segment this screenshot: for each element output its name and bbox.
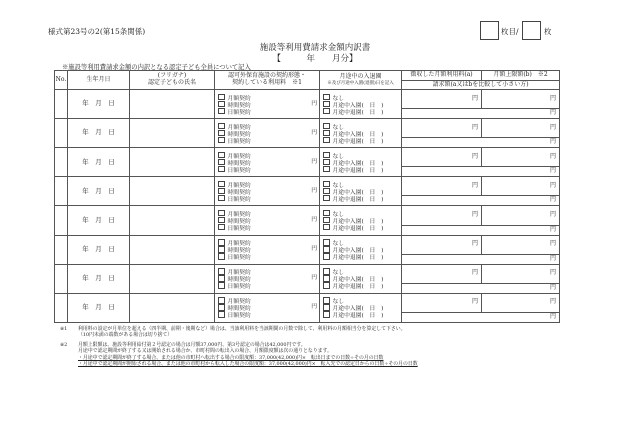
midmonth-withdraw-label: 月途中退園( 日 ) [332,109,384,116]
header-child-name [130,71,215,90]
checkbox-icon[interactable] [323,275,330,282]
header-midmonth-line2: ※及び月途中入園(退園)日を記入 [327,80,394,86]
footnote-2-mark: ※2 [60,341,68,348]
contract-monthly-label: 月額契約 [227,241,251,248]
row-7-midmonth [320,264,402,293]
checkbox-icon[interactable] [323,108,330,115]
footnote-1-mark: ※1 [60,326,68,332]
checkbox-icon[interactable] [218,195,225,202]
checkbox-icon[interactable] [218,94,225,101]
contract-daily-label: 日額契約 [227,138,251,145]
row-4-contract [215,177,320,206]
contract-yen: 円 [311,187,317,194]
row-3-paid-fee[interactable]: 円 [402,148,482,167]
checkbox-icon[interactable] [323,311,330,318]
row-7-dob[interactable]: 年 月 日 [68,264,130,293]
contract-hourly-label: 時間契約 [227,218,251,225]
row-6-contract [215,235,320,264]
row-4-no [55,177,68,206]
row-8-ceiling[interactable]: 円 [482,293,560,312]
midmonth-withdraw-label: 月途中退園( 日 ) [332,167,384,174]
header-ceiling: 月額上限額(b) ※2 [482,71,560,81]
row-1-contract-monthly[interactable] [215,94,319,101]
row-5-contract-monthly[interactable] [215,210,319,217]
contract-daily-label: 日額契約 [227,225,251,232]
row-2-midmonth [320,119,402,148]
row-5-dob[interactable]: 年 月 日 [68,206,130,235]
checkbox-icon[interactable] [323,268,330,275]
row-2-midmonth-withdraw[interactable] [320,137,401,144]
row-8-paid-fee[interactable]: 円 [402,293,482,312]
row-1-child-name[interactable] [130,90,215,119]
midmonth-enroll-label: 月途中入園( 日 ) [332,160,384,167]
footnote-2-line-1: 月額上限額は、施設等利用給付第２号認定の場合は月額37,000円、第3号認定の場合は42,000円です。 [78,341,306,348]
row-5-paid-fee[interactable]: 円 [402,206,482,225]
form-number: 様式第23号の2(第15条関係) [48,27,146,36]
row-1-contract [215,90,320,119]
midmonth-enroll-label: 月途中入園( 日 ) [332,131,384,138]
row-1-midmonth-withdraw[interactable] [320,108,401,115]
row-6-midmonth-withdraw[interactable] [320,253,401,260]
midmonth-withdraw-label: 月途中退園( 日 ) [332,138,384,145]
row-1-midmonth-enroll[interactable] [320,101,401,108]
row-7-contract [215,264,320,293]
row-2-paid-fee[interactable]: 円 [402,119,482,138]
row-5-child-name[interactable] [130,206,215,235]
row-1-midmonth [320,90,402,119]
row-4-midmonth [320,177,402,206]
checkbox-icon[interactable] [218,159,225,166]
checkbox-icon[interactable] [323,101,330,108]
checkbox-icon[interactable] [218,188,225,195]
row-6-child-name[interactable] [130,235,215,264]
row-3-midmonth [320,148,402,177]
sheet-label: 枚目/ [501,27,519,36]
checkbox-icon[interactable] [218,253,225,260]
checkbox-icon[interactable] [218,275,225,282]
row-3-midmonth-enroll[interactable] [320,159,401,166]
contract-monthly-label: 月額契約 [227,299,251,306]
row-8-contract [215,293,320,322]
row-8-midmonth [320,293,402,322]
contract-yen: 円 [311,158,317,165]
contract-daily-label: 日額契約 [227,284,251,291]
row-3-contract-hourly[interactable] [215,159,319,166]
checkbox-icon[interactable] [323,94,330,101]
contract-hourly-label: 時間契約 [227,189,251,196]
checkbox-icon[interactable] [218,181,225,188]
midmonth-enroll-label: 月途中入園( 日 ) [332,306,384,313]
row-5-claim[interactable]: 円 [402,225,560,235]
contract-monthly-label: 月額契約 [227,153,251,160]
row-7-paid-fee[interactable]: 円 [402,264,482,283]
row-6-midmonth-enroll[interactable] [320,246,401,253]
table-row [55,119,560,138]
row-8-dob[interactable]: 年 月 日 [68,293,130,322]
row-3-dob[interactable]: 年 月 日 [68,148,130,177]
table-row [55,177,560,196]
contract-yen: 円 [311,246,317,253]
contract-hourly-label: 時間契約 [227,131,251,138]
header-contract-line2: 契約している利用料 ※1 [232,79,302,87]
midmonth-enroll-label: 月途中入園( 日 ) [332,102,384,109]
checkbox-icon[interactable] [323,246,330,253]
row-4-dob[interactable]: 年 月 日 [68,177,130,206]
row-1-contract-daily[interactable] [215,108,319,115]
row-5-contract [215,206,320,235]
checkbox-icon[interactable] [218,304,225,311]
sheet-counter [480,21,574,39]
contract-yen: 円 [311,275,317,282]
row-7-child-name[interactable] [130,264,215,293]
footnote-2-line-4-wrap [60,361,590,367]
claim-breakdown-table [54,70,560,323]
sheet-total-label: 枚 [544,27,552,36]
contract-daily-label: 日額契約 [227,109,251,116]
contract-yen: 円 [311,100,317,107]
checkbox-icon[interactable] [218,137,225,144]
row-7-contract-hourly[interactable] [215,275,319,282]
checkbox-icon[interactable] [218,297,225,304]
row-3-midmonth-none[interactable] [320,152,401,159]
row-4-claim[interactable]: 円 [402,196,560,206]
midmonth-enroll-label: 月途中入園( 日 ) [332,248,384,255]
row-6-paid-fee[interactable]: 円 [402,235,482,254]
midmonth-none-label: なし [332,241,345,248]
row-2-no [55,119,68,148]
row-4-ceiling[interactable]: 円 [482,177,560,196]
table-row [55,235,560,254]
checkbox-icon[interactable] [218,152,225,159]
row-3-no [55,148,68,177]
row-4-child-name[interactable] [130,177,215,206]
row-6-midmonth-none[interactable] [320,239,401,246]
contract-monthly-label: 月額契約 [227,95,251,102]
header-name: 認定子どもの氏名 [147,79,196,87]
checkbox-icon[interactable] [323,239,330,246]
contract-daily-label: 日額契約 [227,313,251,320]
row-2-contract-monthly[interactable] [215,123,319,130]
row-8-midmonth-none[interactable] [320,297,401,304]
contract-yen: 円 [311,216,317,223]
row-8-child-name[interactable] [130,293,215,322]
footnote-1-cont [60,332,590,338]
row-1-paid-fee[interactable]: 円 [402,90,482,109]
row-2-midmonth-none[interactable] [320,123,401,130]
row-7-midmonth-none[interactable] [320,268,401,275]
row-3-midmonth-withdraw[interactable] [320,166,401,173]
midmonth-withdraw-label: 月途中退園( 日 ) [332,255,384,262]
footnote-2-line-3: ・月途中で認定期間が終了する場合、または他の市町村へ転出する場合の限度額：37,000(42,000)円× 転出日までの日数÷その月の日数 [78,354,384,361]
checkbox-icon[interactable] [218,101,225,108]
checkbox-icon[interactable] [323,188,330,195]
checkbox-icon[interactable] [218,282,225,289]
row-7-claim[interactable]: 円 [402,283,560,293]
checkbox-icon[interactable] [323,181,330,188]
table-body [55,90,560,323]
row-8-contract-monthly[interactable] [215,297,319,304]
checkbox-icon[interactable] [218,210,225,217]
row-2-contract-daily[interactable] [215,137,319,144]
contract-daily-label: 日額契約 [227,167,251,174]
checkbox-icon[interactable] [218,123,225,130]
contract-daily-label: 日額契約 [227,196,251,203]
checkbox-icon[interactable] [323,137,330,144]
row-8-claim[interactable]: 円 [402,312,560,322]
row-5-midmonth [320,206,402,235]
row-7-ceiling[interactable]: 円 [482,264,560,283]
row-2-midmonth-enroll[interactable] [320,130,401,137]
midmonth-none-label: なし [332,299,345,306]
row-6-contract-hourly[interactable] [215,246,319,253]
row-2-contract [215,119,320,148]
midmonth-none-label: なし [332,124,345,131]
contract-hourly-label: 時間契約 [227,160,251,167]
checkbox-icon[interactable] [218,268,225,275]
checkbox-icon[interactable] [323,304,330,311]
contract-monthly-label: 月額契約 [227,124,251,131]
checkbox-icon[interactable] [323,166,330,173]
row-3-claim[interactable]: 円 [402,167,560,177]
header-midmonth [320,71,402,90]
contract-yen: 円 [311,304,317,311]
row-7-contract-daily[interactable] [215,282,319,289]
row-4-paid-fee[interactable]: 円 [402,177,482,196]
row-7-no [55,264,68,293]
row-6-no [55,235,68,264]
checkbox-icon[interactable] [218,224,225,231]
row-3-child-name[interactable] [130,148,215,177]
document-title: 施設等利用費請求金額内訳書 [259,43,371,53]
row-1-claim[interactable]: 円 [402,109,560,119]
table-row [55,90,560,109]
checkbox-icon[interactable] [323,130,330,137]
row-6-claim[interactable]: 円 [402,254,560,264]
checkbox-icon[interactable] [218,311,225,318]
header-contract [215,71,320,90]
table-row [55,206,560,225]
table-note: ※施設等利用費請求金額の内訳となる認定子ども全員について記入 [62,64,251,71]
row-8-no [55,293,68,322]
row-5-midmonth-none[interactable] [320,210,401,217]
row-1-no [55,90,68,119]
table-row [55,293,560,312]
sheet-number-box[interactable] [480,21,499,40]
row-6-dob[interactable]: 年 月 日 [68,235,130,264]
midmonth-withdraw-label: 月途中退園( 日 ) [332,313,384,320]
row-4-contract-monthly[interactable] [215,181,319,188]
row-1-dob[interactable]: 年 月 日 [68,90,130,119]
checkbox-icon[interactable] [323,224,330,231]
checkbox-icon[interactable] [218,239,225,246]
header-paid-fee: 徴収した月額利用料(a) [402,71,482,81]
row-7-contract-monthly[interactable] [215,268,319,275]
row-5-no [55,206,68,235]
row-4-midmonth-enroll[interactable] [320,188,401,195]
checkbox-icon[interactable] [323,123,330,130]
table-row [55,264,560,283]
header-dob: 生年月日 [68,71,130,90]
row-6-midmonth [320,235,402,264]
header-midmonth-line1: 月途中の入退園 [339,73,382,80]
footnote-2-line-4: ・月途中で認定期間が開始される場合、または他の市町村から転入した場合の限度額：37,000(42,000)円× 転入先での認定日からの日数÷その月の日数 [78,361,418,368]
table-row [55,148,560,167]
row-8-contract-hourly[interactable] [215,304,319,311]
checkbox-icon[interactable] [218,130,225,137]
row-8-midmonth-withdraw[interactable] [320,311,401,318]
midmonth-enroll-label: 月途中入園( 日 ) [332,277,384,284]
row-4-contract-daily[interactable] [215,195,319,202]
row-8-midmonth-enroll[interactable] [320,304,401,311]
contract-daily-label: 日額契約 [227,255,251,262]
row-2-dob[interactable]: 年 月 日 [68,119,130,148]
contract-monthly-label: 月額契約 [227,211,251,218]
row-5-ceiling[interactable]: 円 [482,206,560,225]
checkbox-icon[interactable] [218,246,225,253]
row-5-midmonth-enroll[interactable] [320,217,401,224]
row-2-child-name[interactable] [130,119,215,148]
contract-hourly-label: 時間契約 [227,248,251,255]
checkbox-icon[interactable] [323,210,330,217]
checkbox-icon[interactable] [323,282,330,289]
row-6-contract-daily[interactable] [215,253,319,260]
header-no: No. [55,71,68,90]
row-4-midmonth-none[interactable] [320,181,401,188]
checkbox-icon[interactable] [323,195,330,202]
contract-hourly-label: 時間契約 [227,102,251,109]
sheet-total-box[interactable] [522,21,541,40]
checkbox-icon[interactable] [323,152,330,159]
document-period: 【 年 月分】 [272,54,358,64]
midmonth-none-label: なし [332,95,345,102]
checkbox-icon[interactable] [323,217,330,224]
header-contract-line1: 認可外保育施設の契約形態・ [227,72,306,80]
checkbox-icon[interactable] [218,166,225,173]
header-claim: 請求額(a又はbを比較して小さい方) [402,81,560,90]
midmonth-none-label: なし [332,211,345,218]
contract-monthly-label: 月額契約 [227,270,251,277]
row-5-contract-daily[interactable] [215,224,319,231]
contract-hourly-label: 時間契約 [227,277,251,284]
midmonth-withdraw-label: 月途中退園( 日 ) [332,284,384,291]
row-1-midmonth-none[interactable] [320,94,401,101]
footnote-1-line-2: （10円未満の端数がある場合は切り捨て） [78,332,173,339]
contract-hourly-label: 時間契約 [227,306,251,313]
row-5-midmonth-withdraw[interactable] [320,224,401,231]
row-8-contract-daily[interactable] [215,311,319,318]
midmonth-withdraw-label: 月途中退園( 日 ) [332,225,384,232]
footnote-2-line-2: 月途中で認定期間が終了する又は開始される場合か、市町村間の転出入の場合、月額限度額は次の通りとなります。 [78,348,332,355]
row-4-contract-hourly[interactable] [215,188,319,195]
contract-monthly-label: 月額契約 [227,182,251,189]
midmonth-enroll-label: 月途中入園( 日 ) [332,189,384,196]
row-3-contract [215,148,320,177]
row-2-ceiling[interactable]: 円 [482,119,560,138]
row-3-contract-daily[interactable] [215,166,319,173]
checkbox-icon[interactable] [323,159,330,166]
checkbox-icon[interactable] [218,217,225,224]
footnote-1-line-1: 利用料の設定が月単位を超える（四半期、前期・後期など）場合は、当該利用料を当該期間の月数で除して、利用料の月額相当分を算定して下さい。 [78,326,406,332]
row-2-contract-hourly[interactable] [215,130,319,137]
checkbox-icon[interactable] [323,253,330,260]
row-6-contract-monthly[interactable] [215,239,319,246]
checkbox-icon[interactable] [218,108,225,115]
row-3-contract-monthly[interactable] [215,152,319,159]
row-4-midmonth-withdraw[interactable] [320,195,401,202]
midmonth-none-label: なし [332,182,345,189]
checkbox-icon[interactable] [323,297,330,304]
midmonth-none-label: なし [332,270,345,277]
footnotes [60,326,590,367]
contract-yen: 円 [311,129,317,136]
row-7-midmonth-enroll[interactable] [320,275,401,282]
row-1-contract-hourly[interactable] [215,101,319,108]
midmonth-none-label: なし [332,153,345,160]
row-6-ceiling[interactable]: 円 [482,235,560,254]
midmonth-withdraw-label: 月途中退園( 日 ) [332,196,384,203]
row-3-ceiling[interactable]: 円 [482,148,560,167]
row-5-contract-hourly[interactable] [215,217,319,224]
row-2-claim[interactable]: 円 [402,138,560,148]
row-1-ceiling[interactable]: 円 [482,90,560,109]
row-7-midmonth-withdraw[interactable] [320,282,401,289]
midmonth-enroll-label: 月途中入園( 日 ) [332,218,384,225]
header-furigana: (フリガナ) [157,72,187,80]
